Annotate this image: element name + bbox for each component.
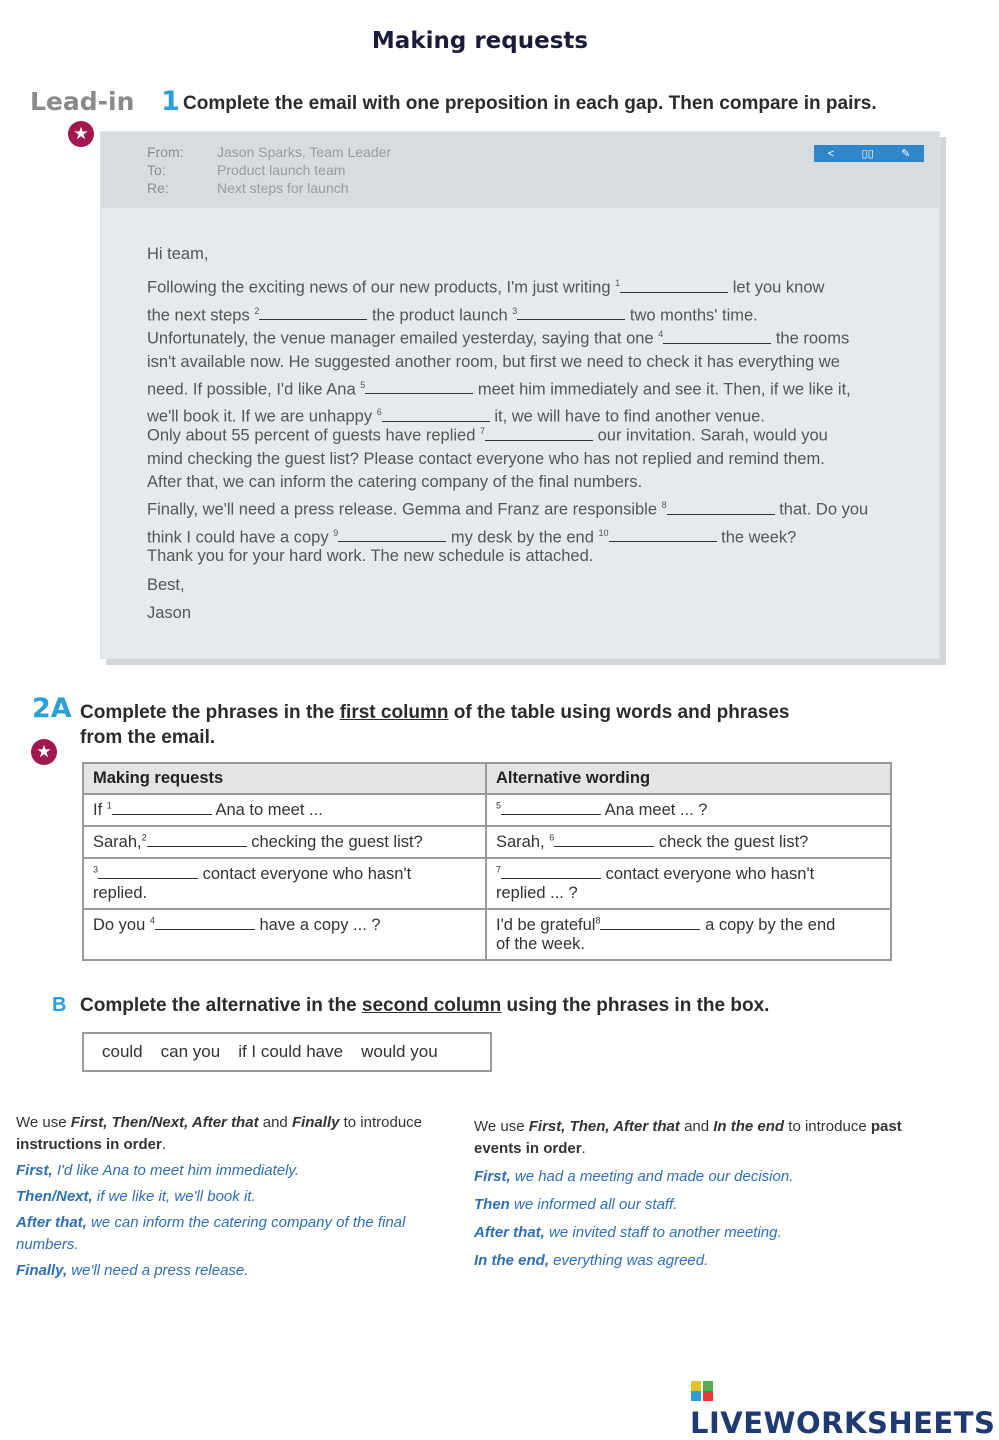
edit-icon[interactable]: ✎: [901, 148, 911, 160]
exercise-2a-instruction: Complete the phrases in the first column of the table using words and phrases from the email.: [80, 702, 790, 748]
gap-1[interactable]: [620, 278, 728, 293]
table-gap-4[interactable]: [155, 915, 255, 930]
gap-5[interactable]: [365, 379, 473, 394]
email-window: [100, 131, 940, 659]
gap-2[interactable]: [259, 305, 367, 320]
table-gap-7[interactable]: [501, 864, 601, 879]
gap-7[interactable]: [485, 426, 593, 441]
to-row: To: Product launch team: [147, 162, 346, 178]
exercise-2b-letter: B: [52, 994, 67, 1016]
logo-icon: [690, 1381, 714, 1401]
exercise-number: 1: [161, 86, 180, 117]
table-row: If $^1$ Ana to meet ... $^5$ Ana meet ... ?: [83, 794, 891, 826]
email-paragraph-4: Finally, we'll need a press release. Gemma and Franz are responsible $^8$ that. Do you think I could have a copy $^9$ my desk by the end $^{10}$ the week?: [147, 500, 869, 546]
email-signoff: Best,: [147, 576, 185, 594]
back-icon[interactable]: <: [827, 147, 835, 160]
lead-in-label: Lead-in: [30, 87, 135, 116]
word-box-item: if I could have: [238, 1042, 344, 1061]
table-gap-3[interactable]: [98, 864, 198, 879]
past-events-note: We use First, Then, After that and In the end to introduce past events in order. First, we had a meeting and made our decision. Then we informed all our staff. After that, we invited staff to another meeting. In the end, everything was agreed.: [474, 1118, 902, 1269]
column-header: Alternative wording: [486, 763, 891, 794]
email-header: [101, 132, 939, 208]
table-gap-8[interactable]: [600, 915, 700, 930]
email-paragraph-5: Thank you for your hard work. The new schedule is attached.: [147, 547, 594, 565]
table-row: $^3$ contact everyone who hasn't replied. $^7$ contact everyone who hasn't replied ... ?: [83, 858, 891, 909]
from-row: From: Jason Sparks, Team Leader: [147, 144, 392, 160]
instructions-order-note: We use First, Then/Next, After that and Finally to introduce instructions in order. First, I'd like Ana to meet him immediately. Then/Next, if we like it, we'll book it. After that, we can inform the catering company of the final numbers. Finally, we'll need a press release.: [16, 1114, 423, 1279]
word-box-item: would you: [361, 1042, 438, 1061]
table-row: Sarah,$^2$ checking the guest list? Sarah, $^6$ check the guest list?: [83, 826, 891, 858]
email-greeting: Hi team,: [147, 245, 209, 263]
star-icon: ★: [68, 121, 94, 147]
requests-table: [82, 762, 892, 961]
star-icon: ★: [31, 739, 57, 765]
email-toolbar: [814, 145, 924, 162]
liveworksheets-logo: LIVEWORKSHEETS: [690, 1372, 999, 1440]
re-row: Re: Next steps for launch: [147, 180, 349, 196]
gap-10[interactable]: [609, 527, 717, 542]
exercise-2b-instruction: Complete the alternative in the second column using the phrases in the box.: [80, 995, 770, 1016]
table-gap-6[interactable]: [554, 832, 654, 847]
table-gap-2[interactable]: [147, 832, 247, 847]
gap-8[interactable]: [667, 500, 775, 515]
view-icon[interactable]: ▯▯: [861, 148, 874, 160]
table-gap-5[interactable]: [501, 800, 601, 815]
lead-in-heading: [30, 86, 180, 117]
email-paragraph-2: Unfortunately, the venue manager emailed yesterday, saying that one $^4$ the rooms isn't available now. He suggested another room, but first we need to check it has everything we need. If possible, I'd like Ana $^5$ meet him immediately and see it. Then, if we like it, we'll book it. If we are unhappy $^6$ it, we will have to find another venue.: [147, 329, 851, 426]
email-paragraph-3: Only about 55 percent of guests have replied $^7$ our invitation. Sarah, would you mind checking the guest list? Please contact everyone who has not replied and remind them. After that, we can inform the catering company of the final numbers.: [147, 426, 828, 491]
column-header: Making requests: [83, 763, 486, 794]
exercise-2a-number: 2A: [32, 693, 72, 724]
table-row: Do you $^4$ have a copy ... ? I'd be grateful$^8$ a copy by the end of the week.: [83, 909, 891, 960]
gap-9[interactable]: [338, 527, 446, 542]
word-box-item: can you: [160, 1042, 221, 1061]
word-box-item: could: [102, 1042, 143, 1061]
gap-4[interactable]: [663, 329, 771, 344]
page-title: Making requests: [371, 28, 589, 54]
email-signature: Jason: [147, 604, 192, 622]
exercise-1-instruction: Complete the email with one preposition in each gap. Then compare in pairs.: [183, 93, 877, 114]
word-box: [82, 1032, 492, 1072]
email-paragraph-1: Following the exciting news of our new products, I'm just writing $^1$ let you know the next steps $^2$ the product launch $^3$ two months' time.: [147, 278, 825, 324]
gap-3[interactable]: [517, 305, 625, 320]
table-gap-1[interactable]: [112, 800, 212, 815]
